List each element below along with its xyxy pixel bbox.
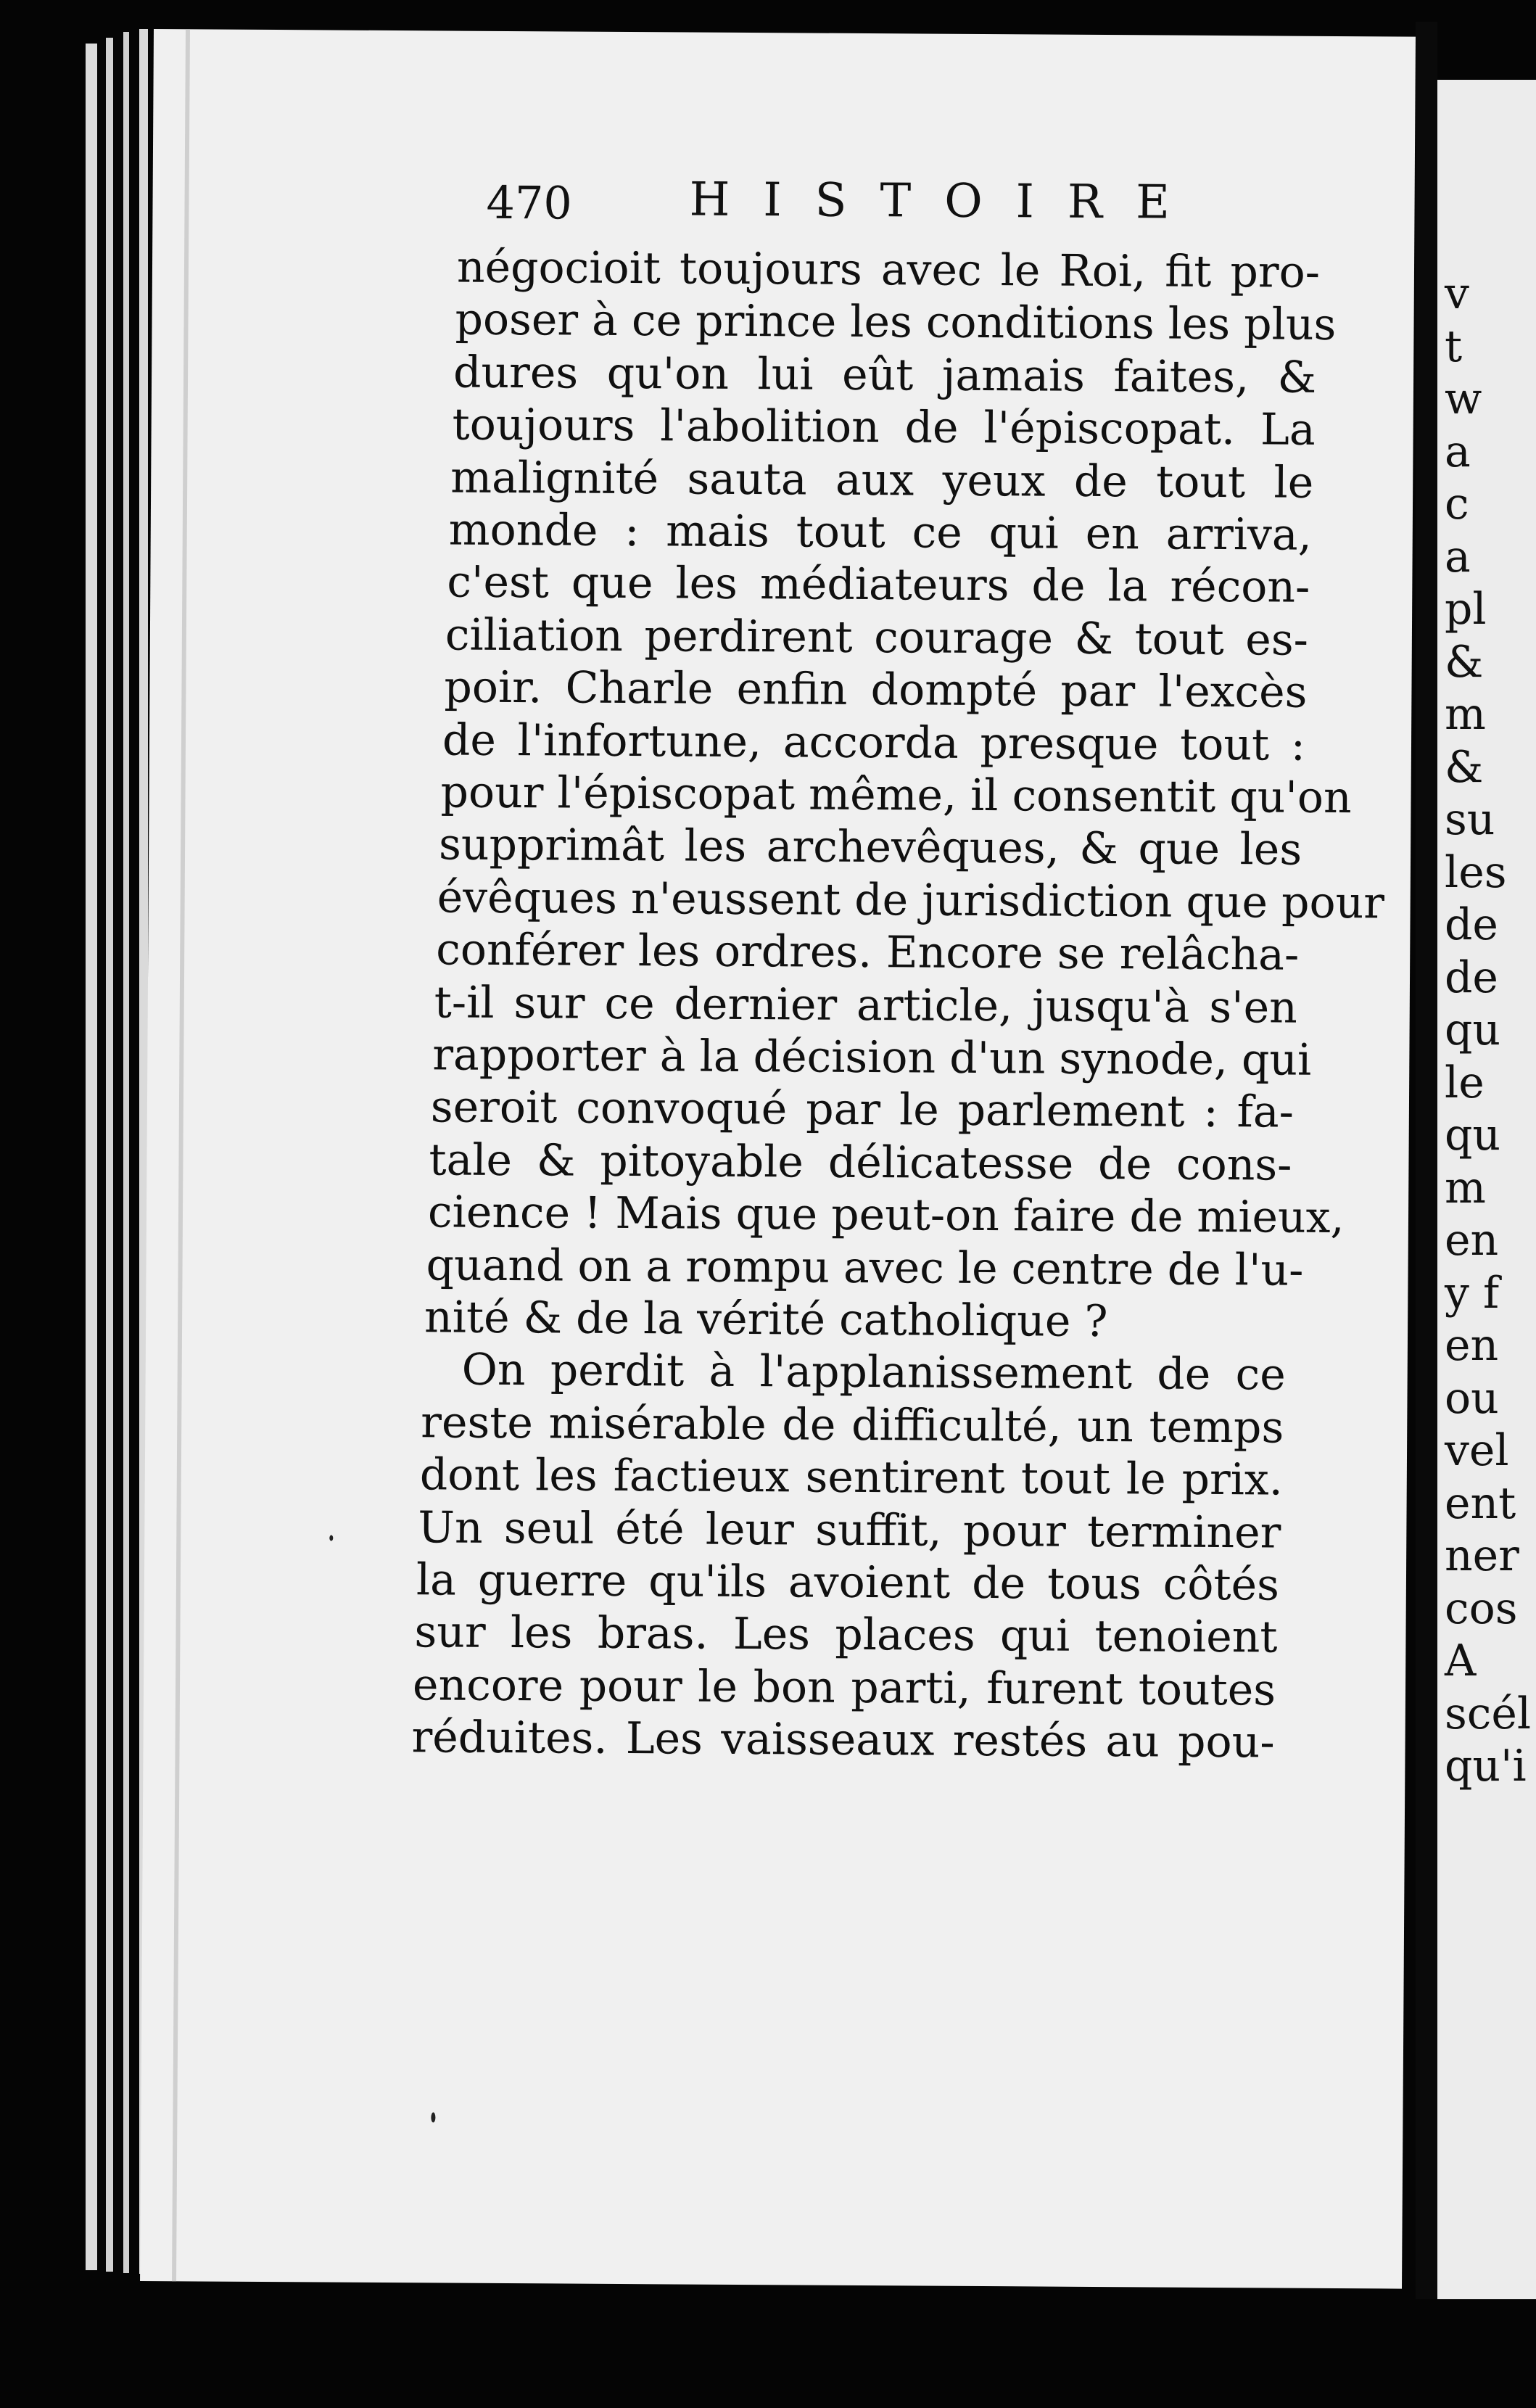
facing-text-fragment: m — [1445, 689, 1486, 740]
facing-text-fragment: scél — [1445, 1689, 1532, 1739]
facing-text-fragment: & — [1445, 742, 1484, 793]
facing-text-fragment: v — [1445, 268, 1469, 319]
text-line: la guerre qu'ils avoient de tous côtés — [416, 1554, 1280, 1611]
facing-text-fragment: m — [1445, 1163, 1486, 1213]
text-line: On perdit à l'applanissement de ce — [461, 1344, 1286, 1401]
text-line: malignité sauta aux yeux de tout le — [450, 452, 1314, 508]
text-line: poir. Charle enfin dompté par l'excès — [444, 661, 1308, 718]
text-line: rapporter à la décision d'un synode, qui — [432, 1029, 1312, 1086]
text-line: pour l'épiscopat même, il consentit qu'on — [440, 767, 1352, 824]
facing-text-fragment: les — [1445, 847, 1507, 898]
text-line: reste misérable de difficulté, un temps — [421, 1397, 1284, 1454]
facing-text-fragment: en — [1445, 1215, 1499, 1266]
facing-text-fragment: ner — [1445, 1530, 1519, 1581]
text-line: monde : mais tout ce qui en arriva, — [448, 504, 1312, 561]
text-line: poser à ce prince les conditions les plus — [455, 294, 1337, 350]
text-line: c'est que les médiateurs de la récon- — [447, 556, 1310, 613]
facing-text-fragment: su — [1445, 794, 1495, 845]
facing-text-fragment: a — [1445, 532, 1471, 582]
page-number: 470 — [486, 176, 573, 230]
facing-text-fragment: le — [1445, 1057, 1485, 1108]
facing-text-fragment: qu — [1445, 1005, 1501, 1055]
facing-text-fragment: ou — [1445, 1373, 1499, 1424]
ink-speck — [329, 1535, 333, 1541]
facing-text-fragment: pl — [1445, 584, 1487, 635]
text-line: dont les factieux sentirent tout le prix. — [419, 1449, 1284, 1506]
facing-text-fragment: de — [1445, 899, 1498, 950]
facing-text-fragment: de — [1445, 952, 1498, 1003]
facing-text-fragment: qu'i — [1445, 1741, 1527, 1791]
text-line: quand on a rompu avec le centre de l'u- — [426, 1240, 1304, 1296]
facing-text-fragment: w — [1445, 374, 1482, 424]
text-line: tale & pitoyable délicatesse de cons- — [429, 1134, 1292, 1191]
text-line: conférer les ordres. Encore se relâcha- — [436, 924, 1300, 981]
text-line: Un seul été leur suffit, pour terminer — [418, 1502, 1281, 1559]
facing-text-fragment: qu — [1445, 1110, 1501, 1160]
facing-text-fragment: c — [1445, 479, 1469, 529]
text-line: toujours l'abolition de l'épiscopat. La — [452, 399, 1316, 455]
running-title: HISTOIRE — [689, 173, 1204, 230]
text-line: t-il sur ce dernier article, jusqu'à s'en — [434, 977, 1297, 1034]
page-margin-shadow — [172, 29, 190, 2281]
text-line: encore pour le bon parti, furent toutes — [412, 1659, 1276, 1716]
page-edge — [106, 38, 113, 2272]
facing-text-fragment: a — [1445, 426, 1471, 477]
text-line: cience ! Mais que peut-on faire de mieux, — [427, 1187, 1345, 1244]
facing-text-fragment: ent — [1445, 1478, 1516, 1529]
facing-page-fragment — [1437, 80, 1536, 2299]
text-line: supprimât les archevêques, & que les — [438, 819, 1302, 875]
text-line: dures qu'on lui eût jamais faites, & — [453, 347, 1317, 403]
facing-text-fragment: cos — [1445, 1583, 1518, 1634]
text-line: de l'infortune, accorda presque tout : — [442, 714, 1306, 771]
page-edge — [86, 44, 97, 2270]
left-page — [140, 29, 1416, 2289]
facing-text-fragment: A — [1445, 1636, 1477, 1686]
text-line: négocioit toujours avec le Roi, fit pro- — [456, 242, 1321, 298]
text-line: réduites. Les vaisseaux restés au pou- — [411, 1712, 1275, 1768]
page-edge — [123, 32, 129, 2273]
text-line: seroit convoqué par le parlement : fa- — [430, 1081, 1295, 1138]
text-line: évêques n'eussent de jurisdiction que pour — [437, 872, 1385, 929]
text-line: ciliation perdirent courage & tout es- — [445, 609, 1309, 666]
facing-text-fragment: vel — [1445, 1425, 1509, 1476]
facing-text-fragment: & — [1445, 637, 1484, 688]
book-gutter — [1416, 22, 1437, 2299]
ink-speck — [431, 2112, 435, 2122]
facing-text-fragment: en — [1445, 1320, 1499, 1371]
facing-text-fragment: y f — [1445, 1268, 1500, 1319]
facing-text-fragment: t — [1445, 321, 1463, 372]
text-line: nité & de la vérité catholique ? — [424, 1292, 1108, 1348]
text-line: sur les bras. Les places qui tenoient — [414, 1607, 1278, 1663]
